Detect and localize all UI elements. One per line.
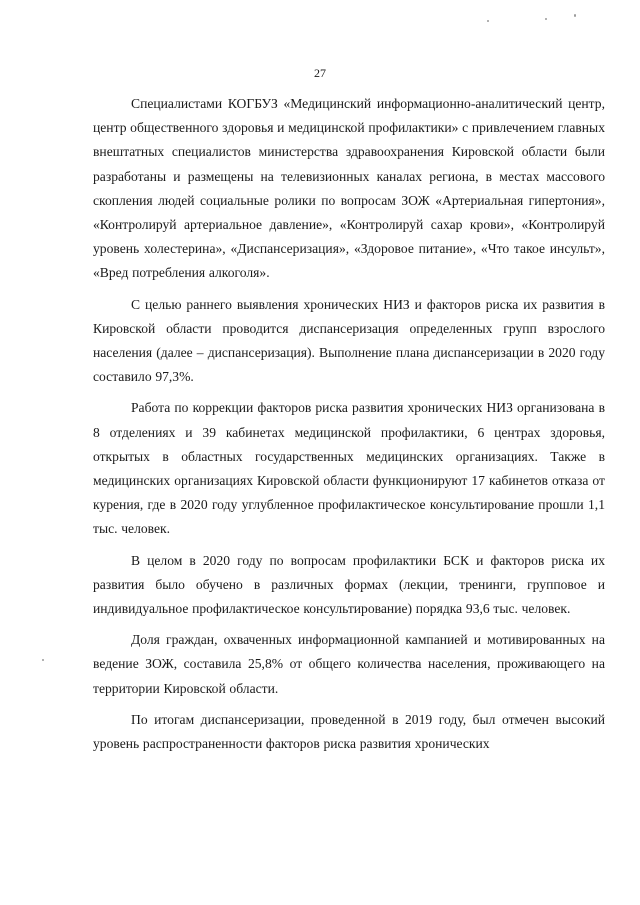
paragraph-risk-factor-correction: Работа по коррекции факторов риска развития хронических НИЗ организована в 8 отделениях и 39 кабинетах медицинской профилактики, 6 центрах здоровья, открытых в областных государственных медицинских организациях. Также в медицинских организациях Кировской области функционируют 17 кабинетов отказа от курения, где в 2020 году углубленное профилактическое консультирование прошли 1,1 тыс. человек.	[93, 400, 605, 537]
scan-speck	[545, 18, 547, 20]
paragraph-dispensary-screening: С целью раннего выявления хронических НИЗ и факторов риска их развития в Кировской области проводится диспансеризация определенных групп взрослого населения (далее – диспансеризация). Выполнение плана диспансеризации в 2020 году составило 97,3%.	[93, 296, 605, 385]
paragraph-training: В целом в 2020 году по вопросам профилактики БСК и факторов риска их развития было обучено в различных формах (лекции, тренинги, групповое и индивидуальное профилактическое консультирование) порядка 93,6 тыс. человек.	[93, 552, 605, 617]
page-number: 27	[314, 66, 326, 80]
document-body	[93, 92, 605, 763]
scan-speck	[487, 20, 489, 22]
scan-speck	[574, 14, 576, 17]
paragraph-healthy-lifestyle-share: Доля граждан, охваченных информационной кампанией и мотивированных на ведение ЗОЖ, составила 25,8% от общего количества населения, проживающего на территории Кировской области.	[93, 632, 605, 696]
scan-speck	[42, 659, 44, 661]
paragraph-screening-results: По итогам диспансеризации, проведенной в 2019 году, был отмечен высокий уровень распространенности факторов риска развития хронических	[93, 711, 605, 752]
paragraph-social-videos: Специалистами КОГБУЗ «Медицинский информационно-аналитический центр, центр общественного здоровья и медицинской профилактики» с привлечением главных внештатных специалистов министерства здравоохранения Кировской области были разработаны и размещены на телевизионных каналах региона, в местах массового скопления людей социальные ролики по вопросам ЗОЖ «Артериальная гипертония», «Контролируй артериальное давление», «Контролируй сахар крови», «Контролируй уровень холестерина», «Диспансеризация», «Здоровое питание», «Что такое инсульт», «Вред потребления алкоголя».	[93, 96, 605, 281]
